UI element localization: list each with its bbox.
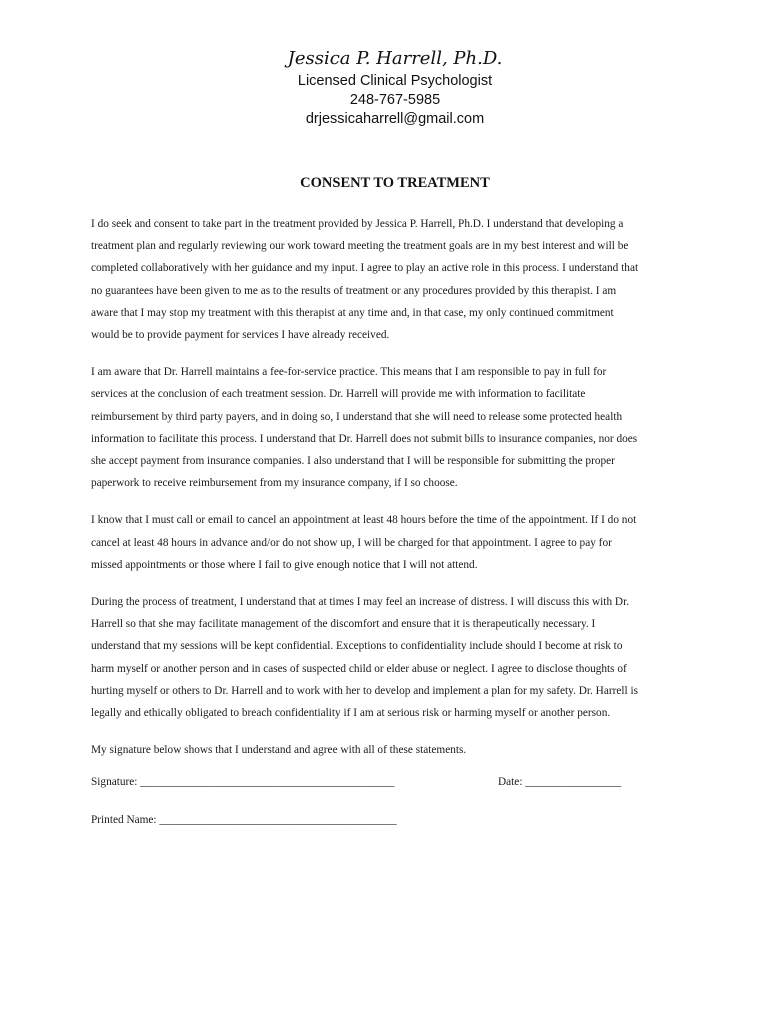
letterhead-phone: 248-767-5985 bbox=[349, 92, 441, 108]
paragraph bbox=[91, 739, 703, 761]
date-field: Date: _________________ bbox=[498, 776, 622, 788]
paragraph-line: no guarantees have been given to me as to the results of treatment or any procedures provided by this therapist. I am bbox=[91, 284, 617, 297]
paragraph-line: would be to provide payment for services I have already received. bbox=[91, 329, 390, 342]
document-title: CONSENT TO TREATMENT bbox=[300, 175, 490, 191]
paragraph-line: cancel at least 48 hours in advance and/or do not show up, I will be charged for that appointment. I agree to pay for bbox=[91, 536, 612, 549]
paragraph bbox=[91, 213, 703, 346]
paragraph-line: aware that I may stop my treatment with this therapist at any time and, in that case, my only continued commitment bbox=[91, 306, 614, 319]
paragraph-line: During the process of treatment, I understand that at times I may feel an increase of distress. I will discuss this with Dr. bbox=[91, 596, 630, 609]
paragraph-line: understand that my sessions will be kept confidential. Exceptions to confidentiality include should I become at risk to bbox=[91, 640, 623, 653]
paragraph-line: hurting myself or others to Dr. Harrell and to work with her to develop and implement a plan for my safety. Dr. Harrell is bbox=[91, 684, 639, 697]
paragraph-line: missed appointments or those where I fail to give enough notice that I will not attend. bbox=[91, 558, 478, 571]
letterhead-name: Jessica P. Harrell, Ph.D. bbox=[287, 48, 503, 69]
letterhead bbox=[0, 46, 770, 129]
letterhead-title: Licensed Clinical Psychologist bbox=[297, 73, 493, 89]
paragraph-line: treatment plan and regularly reviewing our work toward meeting the treatment goals are in my best interest and will be bbox=[91, 240, 629, 253]
paragraph-line: services at the conclusion of each treatment session. Dr. Harrell will provide me with information to facilitate bbox=[91, 388, 586, 401]
paragraph-line: she accept payment from insurance companies. I also understand that I will be responsible for submitting the proper bbox=[91, 455, 615, 468]
letterhead-email: drjessicaharrell@gmail.com bbox=[305, 111, 485, 127]
document-body bbox=[91, 213, 703, 776]
paragraph-line: legally and ethically obligated to breach confidentiality if I am at serious risk or harming myself or another person. bbox=[91, 707, 611, 720]
paragraph-line: I am aware that Dr. Harrell maintains a fee-for-service practice. This means that I am responsible to pay in full for bbox=[91, 366, 607, 379]
paragraph-line: paperwork to receive reimbursement from my insurance company, if I so choose. bbox=[91, 477, 458, 490]
paragraph-line: I know that I must call or email to cancel an appointment at least 48 hours before the time of the appointment. If I do not bbox=[91, 514, 637, 527]
signature-field: Signature: _____________________________________________ bbox=[91, 776, 395, 788]
paragraph bbox=[91, 361, 703, 494]
paragraph-line: information to facilitate this process. I understand that Dr. Harrell does not submit bills to insurance companies, nor does bbox=[91, 432, 638, 445]
printed-name-field: Printed Name: __________________________________________ bbox=[91, 814, 397, 826]
paragraph-line: I do seek and consent to take part in the treatment provided by Jessica P. Harrell, Ph.D. I understand that developing a bbox=[91, 218, 624, 230]
paragraph-line: reimbursement by third party payers, and in doing so, I understand that she will need to release some protected health bbox=[91, 410, 623, 423]
paragraph bbox=[91, 591, 703, 724]
paragraph-line: completed collaboratively with her guidance and my input. I agree to play an active role in this process. I understand that bbox=[91, 262, 639, 275]
paragraph-line: My signature below shows that I understand and agree with all of these statements. bbox=[91, 744, 467, 757]
paragraph bbox=[91, 509, 703, 576]
paragraph-line: harm myself or another person and in cases of suspected child or elder abuse or neglect. I agree to disclose thoughts of bbox=[91, 662, 627, 675]
paragraph-line: Harrell so that she may facilitate management of the discomfort and ensure that it is therapeutically necessary. I bbox=[91, 618, 596, 631]
